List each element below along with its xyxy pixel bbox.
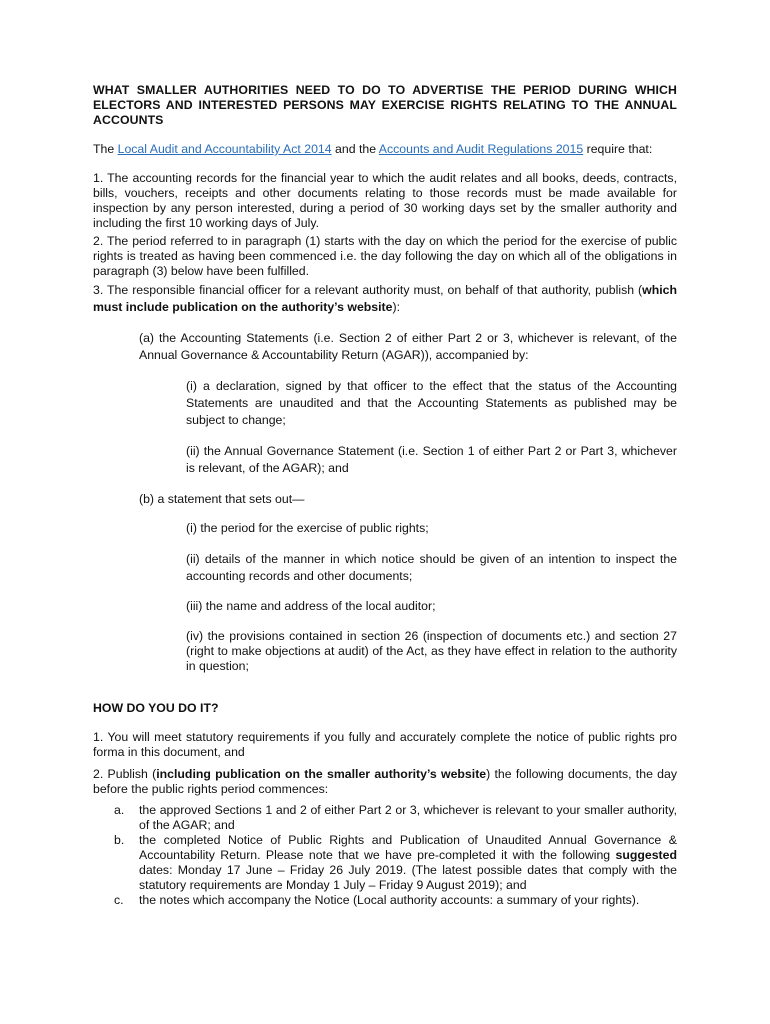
list-item-text: dates: Monday 17 June – Friday 26 July 2019. (The latest possible dates that comply with the statutory requirements are Monday 1 July – Friday 9 August 2019); and xyxy=(139,863,677,892)
list-item xyxy=(93,833,677,893)
list-marker: a. xyxy=(114,803,125,817)
item-b-iv: (iv) the provisions contained in section 26 (inspection of documents etc.) and section 27 (right to make objections at audit) of the Act, as they have effect in relation to the authority in question; xyxy=(186,629,677,673)
intro-text-3: require that: xyxy=(583,142,653,156)
how-paragraph-2-bold: including publication on the smaller authority’s website xyxy=(156,767,487,781)
how-paragraph-2-text-1: 2. Publish ( xyxy=(93,767,157,781)
paragraph-2: 2. The period referred to in paragraph (1) starts with the day on which the period for the exercise of public rights is treated as having been commenced i.e. the day following the day on which all of the obligations in paragraph (3) below have been fulfilled. xyxy=(93,234,677,278)
page-title: WHAT SMALLER AUTHORITIES NEED TO DO TO ADVERTISE THE PERIOD DURING WHICH ELECTORS AND INTERESTED PERSONS MAY EXERCISE RIGHTS RELATING TO THE ANNUAL ACCOUNTS xyxy=(93,83,677,127)
list-item xyxy=(93,893,677,908)
paragraph-3-text-1: 3. The responsible financial officer for a relevant authority must, on behalf of that authority, publish ( xyxy=(93,283,643,297)
list-item xyxy=(93,803,677,833)
intro-text-2: and the xyxy=(331,142,379,156)
paragraph-1: 1. The accounting records for the financial year to which the audit relates and all books, deeds, contracts, bills, vouchers, receipts and other documents relating to those records must be made available for inspection by any person interested, during a period of 30 working days set by the smaller authority and including the first 10 working days of July. xyxy=(93,171,677,230)
accounts-regulations-link[interactable]: Accounts and Audit Regulations 2015 xyxy=(378,142,584,156)
list-marker: c. xyxy=(114,893,124,907)
local-audit-act-link[interactable]: Local Audit and Accountability Act 2014 xyxy=(117,142,332,156)
paragraph-3-bold: which must include publication on the authority’s website xyxy=(93,283,677,314)
document-body xyxy=(93,83,677,908)
documents-list xyxy=(93,803,677,908)
section-heading-how: HOW DO YOU DO IT? xyxy=(93,701,219,715)
list-marker: b. xyxy=(114,833,125,847)
list-item-text: the completed Notice of Public Rights and Publication of Unaudited Annual Governance & Accountability Return. Please note that we have pre-completed it with the following xyxy=(139,833,677,862)
how-paragraph-2 xyxy=(93,767,677,797)
paragraph-3 xyxy=(93,282,677,316)
intro-text-1: The xyxy=(93,142,118,156)
list-item-text: the approved Sections 1 and 2 of either Part 2 or 3, whichever is relevant to your smaller authority, of the AGAR; and xyxy=(139,803,677,832)
paragraph-3-text-2: ): xyxy=(392,300,400,314)
item-b-ii: (ii) details of the manner in which notice should be given of an intention to inspect the accounting records and other documents; xyxy=(186,552,677,583)
how-paragraph-1: 1. You will meet statutory requirements if you fully and accurately complete the notice of public rights pro forma in this document, and xyxy=(93,730,677,759)
intro-paragraph xyxy=(93,142,677,157)
item-b-iii: (iii) the name and address of the local auditor; xyxy=(186,599,436,613)
item-a-i: (i) a declaration, signed by that officer to the effect that the status of the Accounting Statements are unaudited and that the Accounting Statements as published may be subject to change; xyxy=(186,379,677,427)
item-b-i: (i) the period for the exercise of public rights; xyxy=(186,521,429,535)
list-item-text: the notes which accompany the Notice (Local authority accounts: a summary of your rights). xyxy=(139,893,640,907)
item-a-ii: (ii) the Annual Governance Statement (i.e. Section 1 of either Part 2 or Part 3, whichever is relevant, of the AGAR); and xyxy=(186,444,677,475)
item-a: (a) the Accounting Statements (i.e. Section 2 of either Part 2 or 3, whichever is relevant, of the Annual Governance & Accountability Return (AGAR)), accompanied by: xyxy=(139,331,677,362)
list-item-bold: suggested xyxy=(615,848,677,862)
item-b: (b) a statement that sets out— xyxy=(139,492,305,506)
how-paragraph-2-text-2: ) the following documents, the day before the public rights period commences: xyxy=(93,767,678,796)
